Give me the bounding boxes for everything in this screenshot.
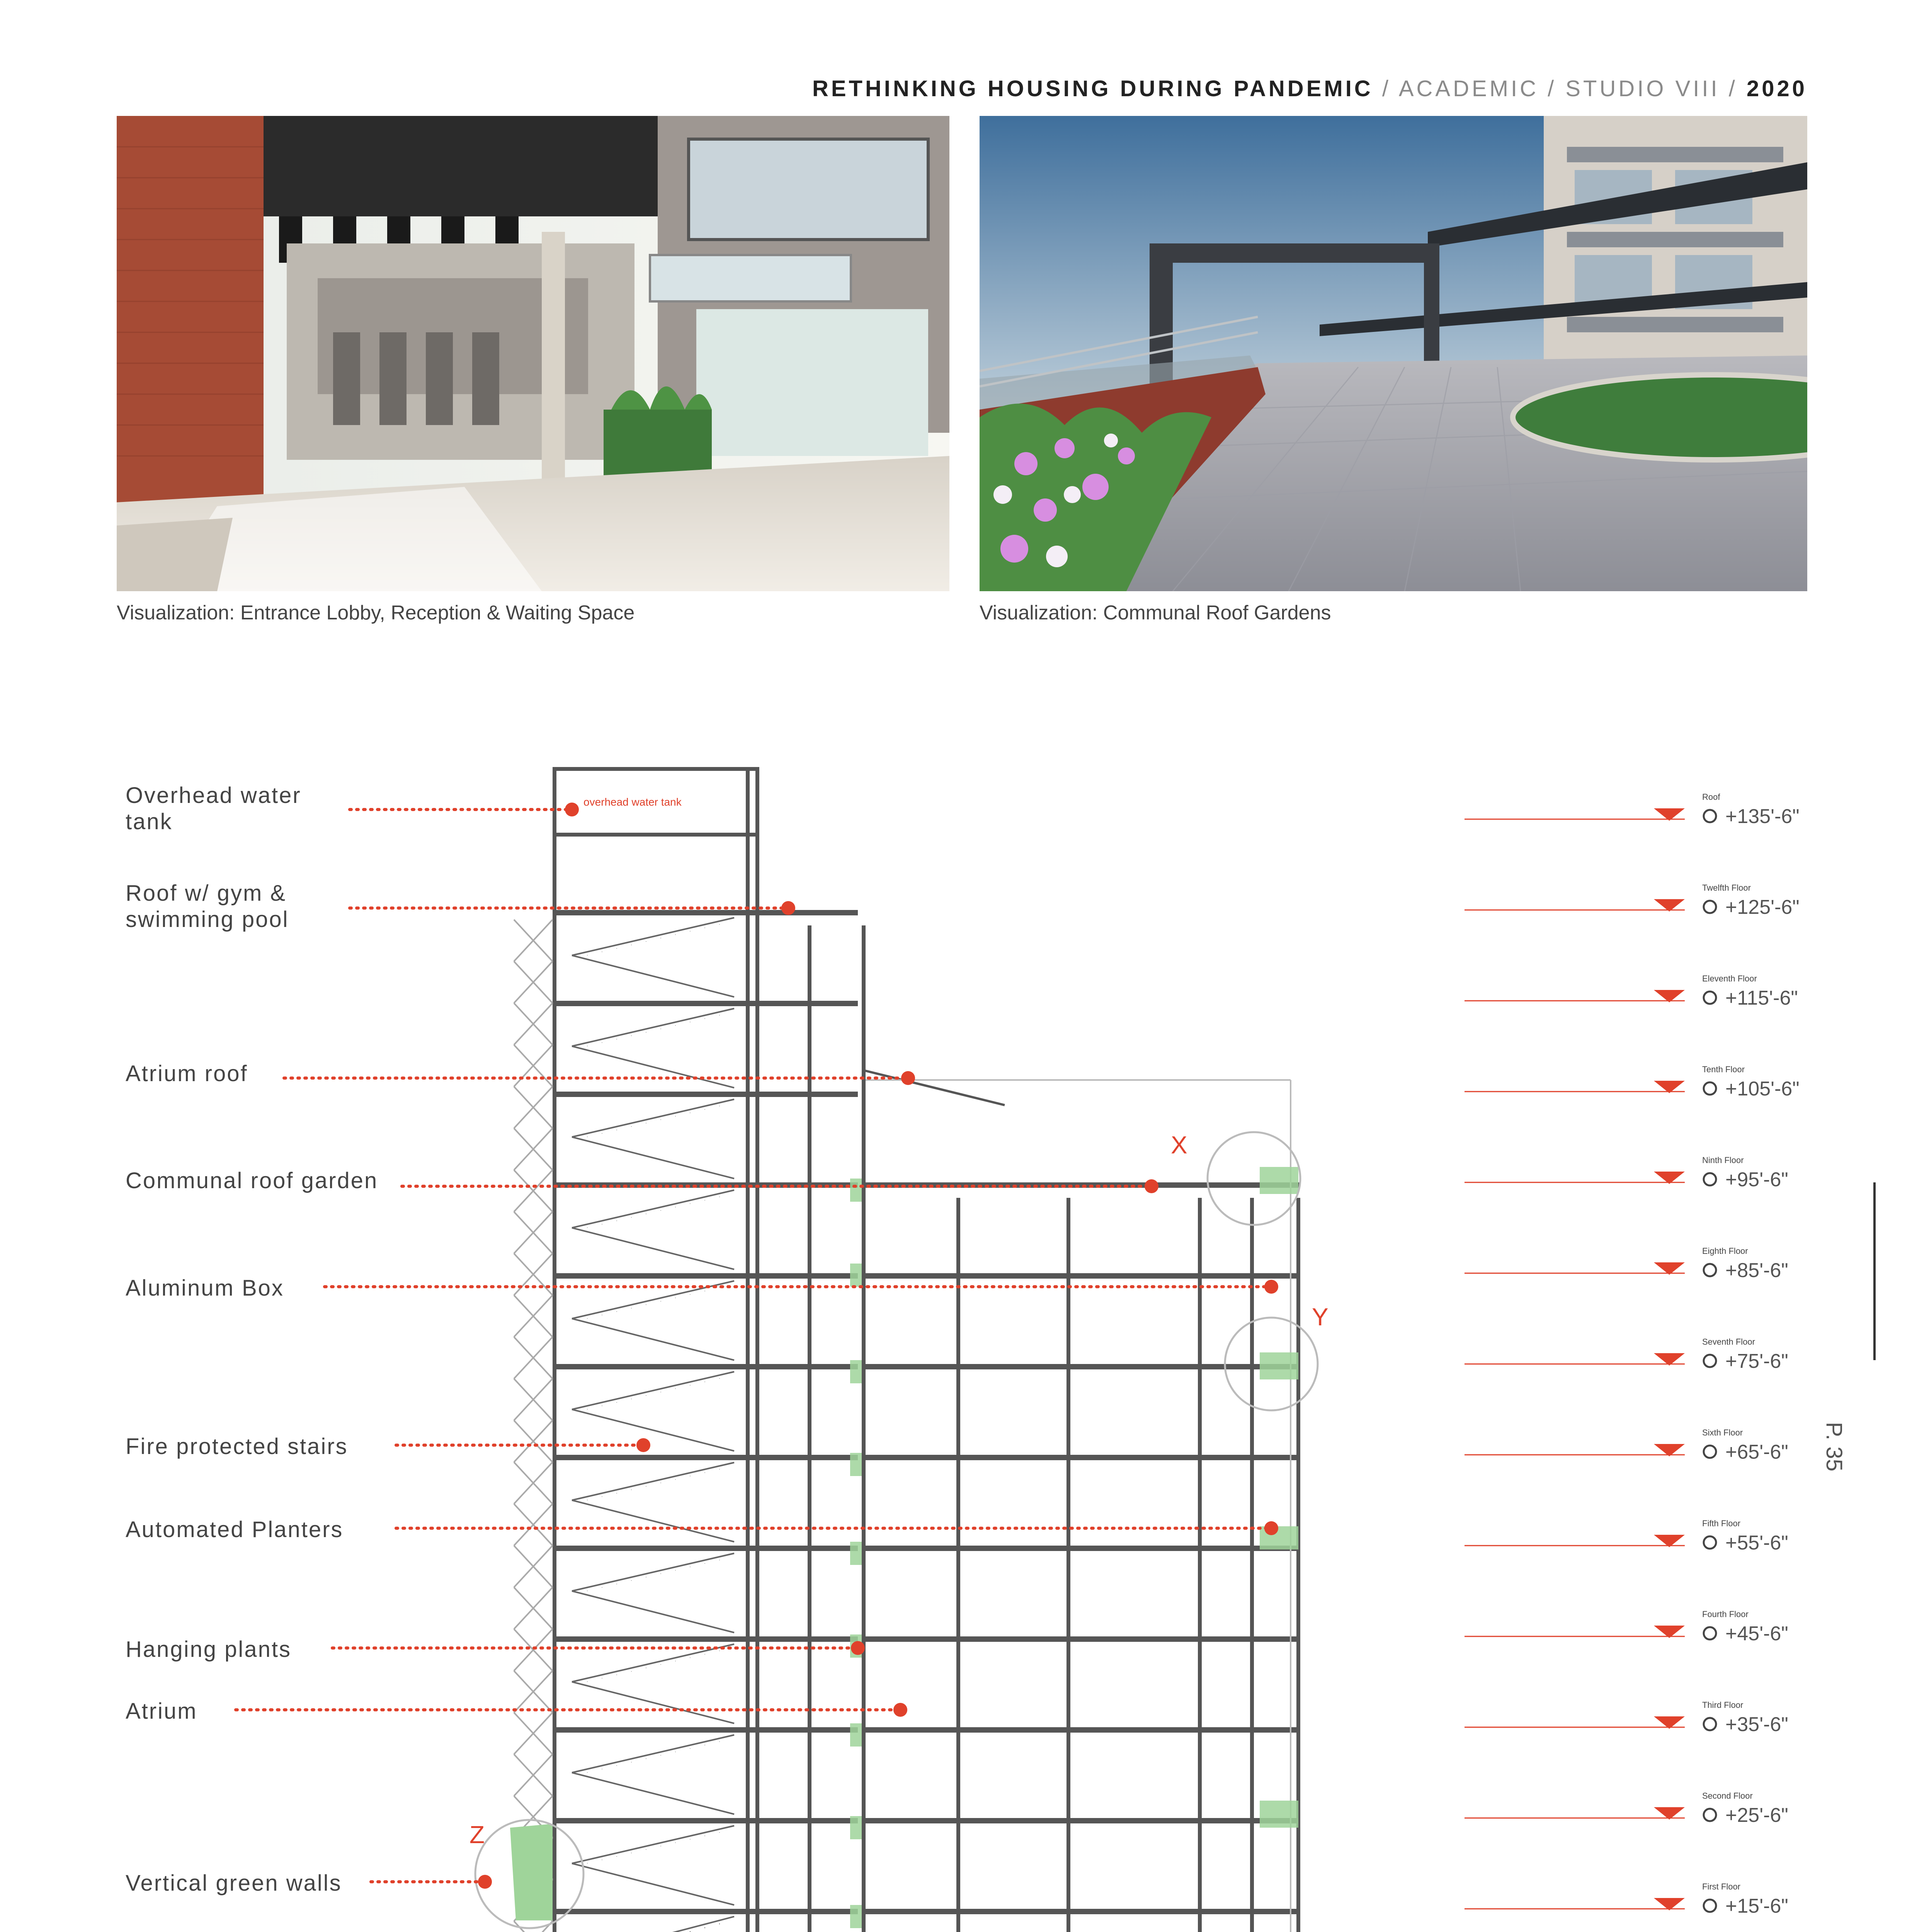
callout-communal-roof-garden: Communal roof garden — [126, 1168, 378, 1193]
level-name: First Floor — [1702, 1882, 1740, 1891]
level-name: Fifth Floor — [1702, 1519, 1741, 1528]
tower-floor-slab — [556, 910, 858, 915]
callout-atrium: Atrium — [126, 1699, 197, 1724]
callout-atrium-roof: Atrium roof — [126, 1061, 248, 1086]
level-elevation: +95'-6" — [1725, 1168, 1788, 1191]
leader-dot — [478, 1875, 492, 1889]
level-elevation: +45'-6" — [1725, 1622, 1788, 1645]
project-title: RETHINKING HOUSING DURING PANDEMIC — [812, 76, 1373, 101]
level-name: Twelfth Floor — [1702, 883, 1751, 893]
level-elevation: +55'-6" — [1725, 1532, 1788, 1554]
datum-icon — [1704, 1264, 1716, 1276]
apartment-floor-slab — [864, 1727, 1300, 1733]
apartment-floor-slab — [864, 1546, 1300, 1551]
tower-floor-slab — [556, 1092, 858, 1097]
apartment-floor-slab — [864, 1909, 1300, 1914]
tower-floor-slab — [556, 1546, 858, 1551]
level-elevation: +35'-6" — [1725, 1713, 1788, 1736]
callout-vertical-green-walls: Vertical green walls — [126, 1871, 342, 1896]
callout-aluminum-box: Aluminum Box — [126, 1276, 284, 1301]
level-elevation: +135'-6" — [1725, 805, 1800, 828]
tower-floor-slab — [556, 1727, 858, 1733]
datum-icon — [1704, 1718, 1716, 1730]
caption-prefix: Visualization: — [980, 602, 1098, 624]
facade-lattice — [514, 920, 553, 1932]
callout-line: Roof w/ gym & — [126, 881, 287, 906]
tower-floor-slab — [556, 1001, 858, 1006]
level-name: Second Floor — [1702, 1791, 1753, 1801]
datum-icon — [1704, 810, 1716, 822]
level-elevation: +75'-6" — [1725, 1350, 1788, 1372]
stair-flight — [572, 1917, 734, 1932]
datum-icon — [1704, 1900, 1716, 1912]
level-elevation: +65'-6" — [1725, 1441, 1788, 1463]
stair-flight — [572, 1553, 734, 1591]
level-elevation: +105'-6" — [1725, 1078, 1800, 1100]
caption-text: Communal Roof Gardens — [1097, 602, 1331, 624]
stair-flight — [572, 1682, 734, 1724]
level-markers — [1465, 792, 1800, 1932]
callout-line: tank — [126, 809, 173, 834]
stair-flight — [572, 1046, 734, 1088]
level-elevation: +125'-6" — [1725, 896, 1800, 918]
leader-dot — [901, 1071, 915, 1085]
callout-fire-protected-stairs: Fire protected stairs — [126, 1434, 348, 1459]
stair-flight — [572, 1099, 734, 1137]
level-name: Eighth Floor — [1702, 1246, 1748, 1256]
leader-dot — [1145, 1179, 1158, 1193]
level-name: Tenth Floor — [1702, 1065, 1745, 1074]
tank-label: overhead water tank — [583, 796, 682, 808]
tower-floor-slab — [556, 1273, 858, 1279]
stair-flight — [572, 1137, 734, 1179]
apartment-floor-slab — [864, 1818, 1300, 1823]
apartment-floor-slab — [864, 1364, 1300, 1369]
datum-icon — [1704, 1446, 1716, 1458]
leader-dot — [1264, 1521, 1278, 1535]
stair-flight — [572, 1228, 734, 1270]
leader-dot — [851, 1641, 865, 1655]
level-name: Sixth Floor — [1702, 1428, 1743, 1437]
tower-floor-slab — [556, 1364, 858, 1369]
stair-flight — [572, 1773, 734, 1815]
stair-flight — [572, 1009, 734, 1046]
stair-flight — [572, 1500, 734, 1542]
leader-dot — [636, 1438, 650, 1452]
datum-icon — [1704, 901, 1716, 913]
callout-line: swimming pool — [126, 907, 289, 932]
fire-protected-stairs-drawing — [572, 918, 734, 1932]
header-separator: / — [1720, 76, 1747, 101]
header-year: 2020 — [1746, 76, 1807, 101]
level-elevation: +115'-6" — [1725, 987, 1798, 1009]
tower-floor-slab — [556, 1909, 858, 1914]
callout-hanging-plants: Hanging plants — [126, 1637, 291, 1662]
header-studio: STUDIO VIII — [1565, 76, 1720, 101]
header-separator: / — [1373, 76, 1399, 101]
detail-label-y: Y — [1312, 1303, 1328, 1331]
detail-label-x: X — [1171, 1131, 1187, 1159]
stair-flight — [572, 1864, 734, 1905]
stair-flight — [572, 1735, 734, 1773]
datum-icon — [1704, 1355, 1716, 1367]
level-name: Eleventh Floor — [1702, 974, 1757, 983]
stair-flight — [572, 1410, 734, 1451]
page-number: P. 35 — [1822, 1422, 1847, 1471]
callout-overhead-water-tank — [126, 782, 301, 835]
level-elevation: +25'-6" — [1725, 1804, 1788, 1827]
caption-prefix: Visualization: — [117, 602, 235, 624]
stair-flight — [572, 1463, 734, 1500]
header-category: ACADEMIC — [1398, 76, 1539, 101]
stair-flight — [572, 1190, 734, 1228]
datum-icon — [1704, 1627, 1716, 1639]
stair-flight — [572, 1372, 734, 1410]
level-name: Seventh Floor — [1702, 1337, 1755, 1347]
level-name: Fourth Floor — [1702, 1609, 1749, 1619]
apartment-floor-slab — [864, 1273, 1300, 1279]
leader-dot — [781, 901, 795, 915]
datum-icon — [1704, 1536, 1716, 1549]
stair-flight — [572, 1644, 734, 1682]
level-elevation: +85'-6" — [1725, 1259, 1788, 1282]
apartment-floor-slab — [864, 1455, 1300, 1460]
leader-dot — [1264, 1280, 1278, 1294]
floor-slabs — [556, 910, 1395, 1932]
page-marker-bar — [1873, 1182, 1876, 1360]
callout-automated-planters: Automated Planters — [126, 1517, 344, 1542]
stair-flight — [572, 918, 734, 956]
level-name: Ninth Floor — [1702, 1155, 1744, 1165]
atrium-roof-glazing — [864, 1070, 1005, 1105]
datum-icon — [1704, 1173, 1716, 1185]
tower-floor-slab — [556, 1636, 858, 1642]
callout-line: Overhead water — [126, 783, 301, 808]
callout-roof-gym-pool — [126, 880, 289, 933]
level-name: Roof — [1702, 792, 1720, 802]
stair-flight — [572, 1591, 734, 1633]
vertical-green-wall-drawing — [510, 1824, 553, 1920]
apartment-floor-slab — [864, 1636, 1300, 1642]
tower-floor-slab — [556, 1818, 858, 1823]
datum-icon — [1704, 1082, 1716, 1095]
stair-flight — [572, 1826, 734, 1864]
level-name: Third Floor — [1702, 1700, 1744, 1710]
datum-icon — [1704, 1809, 1716, 1821]
tower-floor-slab — [556, 1455, 858, 1460]
caption-text: Entrance Lobby, Reception & Waiting Space — [235, 602, 635, 624]
header-separator: / — [1539, 76, 1566, 101]
level-elevation: +15'-6" — [1725, 1895, 1788, 1917]
stair-flight — [572, 956, 734, 997]
leader-dot — [565, 803, 579, 816]
detail-label-z: Z — [469, 1821, 485, 1849]
building-structure — [555, 769, 1395, 1932]
stair-flight — [572, 1319, 734, 1361]
leader-dot — [893, 1703, 907, 1717]
datum-icon — [1704, 992, 1716, 1004]
